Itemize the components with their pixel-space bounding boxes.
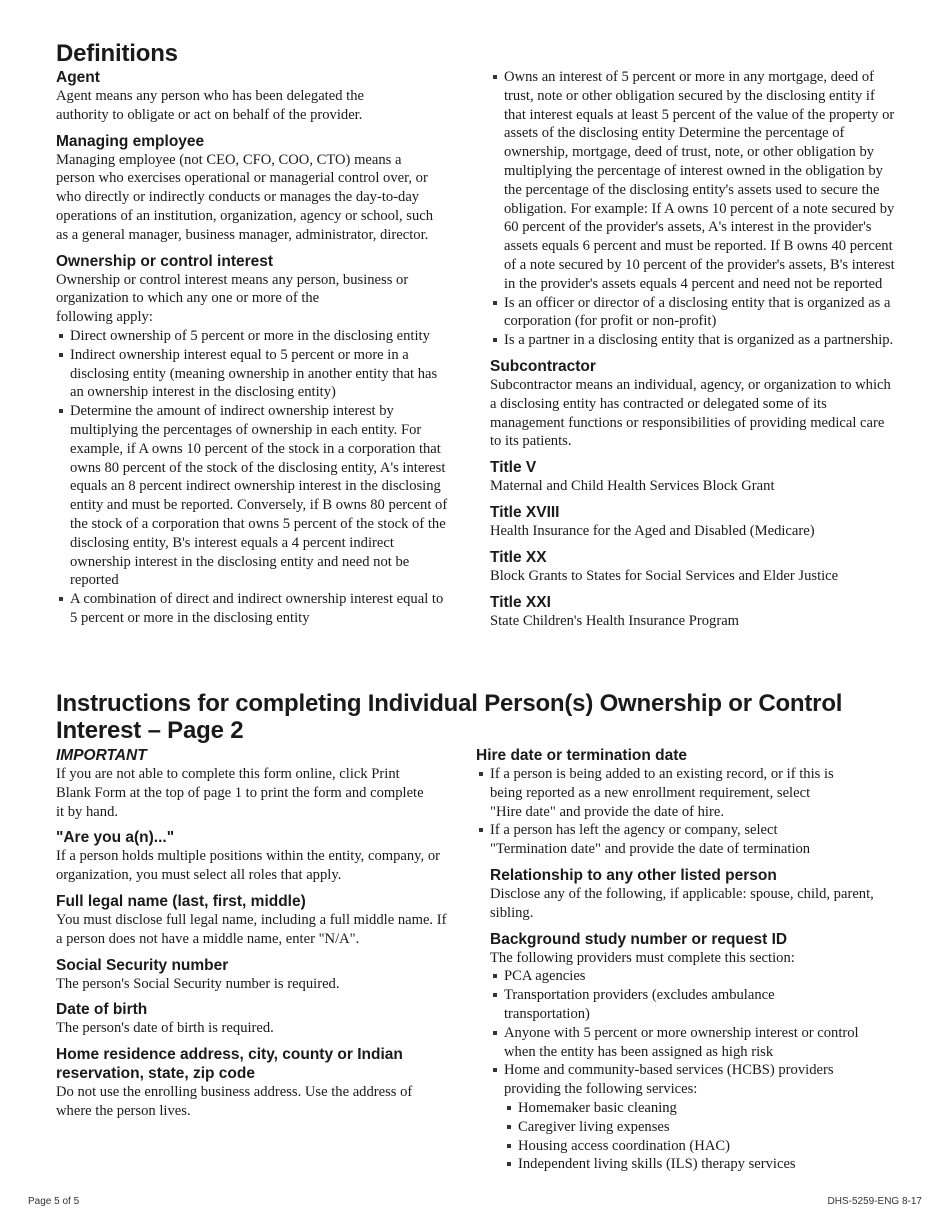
title-xx-text: Block Grants to States for Social Services and Elder Justice — [490, 567, 839, 584]
important-section — [56, 746, 448, 821]
title-v-text: Maternal and Child Health Services Block Grant — [490, 478, 775, 495]
title-xx-section — [490, 548, 898, 586]
home-address-heading: Home residence address, city, county or Indian reservation, state, zip code — [56, 1046, 403, 1083]
title-v-heading: Title V — [490, 459, 537, 477]
background-sub-bullets — [504, 1099, 904, 1174]
full-legal-name-section — [56, 892, 448, 949]
home-address-text: Do not use the enrolling business address. Use the address of where the person lives. — [56, 1084, 413, 1119]
managing-employee-heading: Managing employee — [56, 132, 205, 150]
list-item: If a person is being added to an existing record, or if this is being reported as a new enrollment requirement, select "Hire date" and provide the date of hire. — [476, 765, 838, 821]
title-xxi-section — [490, 593, 898, 631]
important-heading: IMPORTANT — [56, 747, 147, 764]
list-item: Determine the amount of indirect ownership interest by multiplying the percentages of ownership in each entity. For example, if A owns 10 percent of the stock in a corporation that owns 80 percent of the stock of the disclosing entity, A's interest equals an 8 percent indirect ownership interest in the disclosing entity and must be reported. Conversely, if B owns 80 percent of the stock of a corporation that owns 5 percent of the stock of the disclosing entity, B's interest equals a 4 percent indirect ownership interest in the disclosing entity and need not be reported — [56, 402, 452, 590]
list-item: Homemaker basic cleaning — [504, 1099, 904, 1118]
background-section — [490, 930, 904, 1175]
hire-date-heading: Hire date or termination date — [476, 747, 688, 764]
hire-date-bullets — [476, 765, 838, 859]
subcontractor-heading: Subcontractor — [490, 357, 596, 375]
list-item: Anyone with 5 percent or more ownership interest or control when the entity has been assigned as high risk — [490, 1024, 860, 1062]
dob-text: The person's date of birth is required. — [56, 1020, 274, 1037]
list-item: Housing access coordination (HAC) — [504, 1137, 904, 1156]
relationship-text: Disclose any of the following, if applicable: spouse, child, parent, sibling. — [490, 885, 874, 921]
title-xviii-text: Health Insurance for the Aged and Disabled (Medicare) — [490, 522, 815, 539]
managing-employee-text: Managing employee (not CEO, CFO, COO, CTO) means a person who exercises operational or managerial control over, or who directly or indirectly conducts or manages the day-to-day operations of an institution, organization, agency or school, such as a general manager, business manager, administrator, director. — [56, 151, 434, 243]
relationship-section — [490, 866, 904, 923]
instructions-title-line1: Instructions for completing Individual Person(s) Ownership or Control — [56, 690, 843, 717]
definitions-left-column — [56, 68, 452, 635]
ownership-heading: Ownership or control interest — [56, 252, 274, 270]
ssn-heading: Social Security number — [56, 956, 229, 974]
agent-heading: Agent — [56, 69, 100, 86]
list-item: Home and community-based services (HCBS) providers providing the following services: — [490, 1061, 860, 1099]
ssn-section — [56, 956, 448, 994]
page-number: Page 5 of 5 — [28, 1196, 80, 1207]
full-legal-name-heading: Full legal name (last, first, middle) — [56, 892, 306, 910]
title-xx-heading: Title XX — [490, 548, 547, 566]
list-item: Is an officer or director of a disclosing entity that is organized as a corporation (for profit or non-profit) — [490, 294, 898, 332]
dob-heading: Date of birth — [56, 1001, 148, 1019]
title-xxi-heading: Title XXI — [490, 593, 551, 611]
list-item: Transportation providers (excludes ambulance transportation) — [490, 986, 860, 1024]
agent-text: Agent means any person who has been delegated the authority to obligate or act on behalf of the provider. — [56, 88, 364, 123]
are-you-heading: "Are you a(n)..." — [56, 829, 175, 847]
important-text: If you are not able to complete this form online, click Print Blank Form at the top of page 1 to print the form and complete it by hand. — [56, 766, 424, 820]
list-item: PCA agencies — [490, 967, 860, 986]
form-id: DHS-5259-ENG 8-17 — [827, 1196, 922, 1207]
title-xviii-heading: Title XVIII — [490, 503, 560, 521]
list-item: Direct ownership of 5 percent or more in the disclosing entity — [56, 327, 452, 346]
instructions-title-line2: Interest – Page 2 — [56, 717, 244, 744]
ownership-section — [56, 252, 452, 628]
title-v-section — [490, 458, 898, 496]
dob-section — [56, 1000, 448, 1038]
background-bullets — [490, 967, 860, 1099]
definitions-right-column — [490, 68, 898, 637]
list-item: Caregiver living expenses — [504, 1118, 904, 1137]
title-xxi-text: State Children's Health Insurance Program — [490, 612, 740, 629]
ownership-intro: Ownership or control interest means any person, business or organization to which any one or more of the — [56, 271, 409, 307]
list-item: Owns an interest of 5 percent or more in any mortgage, deed of trust, note or other obligation secured by the disclosing entity if that interest equals at least 5 percent of the value of the property or assets of the disclosing entity Determine the percentage of ownership, mortgage, deed of trust, note, or other obligation by multiplying the percentage of interest owned in the obligation by the percentage of the disclosing entity's assets used to secure the obligation. For example: If A owns 10 percent of a note secured by 60 percent of the provider's assets, A's interest in the provider's assets equals 6 percent and must be reported. If B owns 40 percent of a note secured by 10 percent of the provider's assets, B's interest in the provider's assets equals 4 percent and need not be reported — [490, 68, 898, 294]
hire-date-section — [476, 746, 904, 859]
subcontractor-text: Subcontractor means an individual, agency, or organization to which a disclosing entity has contracted or delegated some of its management functions or responsibilities of providing medical care to its patients. — [490, 376, 891, 450]
home-address-section — [56, 1045, 448, 1121]
instructions-left-column — [56, 746, 448, 1128]
title-xviii-section — [490, 503, 898, 541]
instructions-right-inner — [476, 866, 904, 1174]
subcontractor-section — [490, 357, 898, 451]
list-item: Indirect ownership interest equal to 5 percent or more in a disclosing entity (meaning ownership in another entity that has an ownership interest in the disclosing entity) — [56, 346, 452, 402]
are-you-text: If a person holds multiple positions within the entity, company, or organization, you must select all roles that apply. — [56, 848, 440, 884]
ownership-bullets — [56, 327, 452, 628]
ownership-intro-line2: following apply: — [56, 309, 153, 326]
managing-employee-section — [56, 132, 452, 245]
list-item: Is a partner in a disclosing entity that is organized as a partnership. — [490, 331, 898, 350]
list-item: A combination of direct and indirect ownership interest equal to 5 percent or more in the disclosing entity — [56, 590, 452, 628]
background-text: The following providers must complete this section: — [490, 949, 795, 966]
agent-section — [56, 68, 452, 125]
full-legal-name-text: You must disclose full legal name, including a full middle name. If a person does not have a middle name, enter "N/A". — [56, 911, 447, 947]
instructions-title — [56, 690, 916, 744]
ssn-text: The person's Social Security number is required. — [56, 975, 340, 992]
instructions-right-column — [476, 746, 904, 1181]
background-heading: Background study number or request ID — [490, 930, 788, 948]
list-item: If a person has left the agency or company, select "Termination date" and provide the date of termination — [476, 821, 838, 859]
ownership-bullets-continued — [490, 68, 898, 350]
are-you-section — [56, 828, 448, 885]
relationship-heading: Relationship to any other listed person — [490, 866, 777, 884]
definitions-title: Definitions — [56, 40, 178, 67]
list-item: Independent living skills (ILS) therapy services — [504, 1155, 904, 1174]
